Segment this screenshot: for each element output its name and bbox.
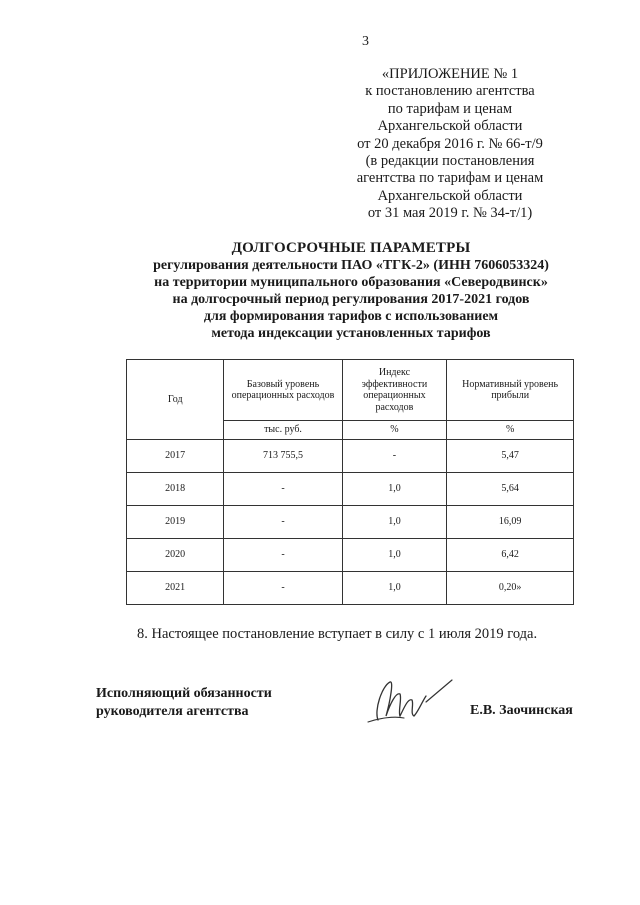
signer-position (96, 685, 272, 721)
cell-base-costs: 713 755,5 (224, 440, 342, 473)
unit-efficiency-index: % (342, 421, 447, 440)
title-line: метода индексации установленных тарифов (211, 326, 491, 341)
handwritten-signature-icon (360, 672, 460, 728)
cell-efficiency-index: 1,0 (342, 473, 447, 506)
unit-profit-level: % (447, 421, 574, 440)
cell-year: 2018 (127, 473, 224, 506)
page-number: 3 (362, 34, 369, 49)
table-row (127, 506, 574, 539)
header-profit-level: Нормативный уровень прибыли (447, 360, 574, 421)
cell-year: 2019 (127, 506, 224, 539)
appendix-line: (в редакции постановления (365, 153, 535, 170)
appendix-block (345, 66, 555, 223)
cell-base-costs: - (224, 506, 342, 539)
title-line: для формирования тарифов с использованием (203, 309, 499, 324)
signer-name: Е.В. Заочинская (470, 703, 573, 718)
effective-date-clause: 8. Настоящее постановление вступает в силу с 1 июля 2019 года. (137, 626, 538, 642)
cell-base-costs: - (224, 572, 342, 605)
cell-base-costs: - (224, 539, 342, 572)
cell-year: 2017 (127, 440, 224, 473)
header-base-costs: Базовый уровень операционных расходов (224, 360, 342, 421)
title-heading: ДОЛГОСРОЧНЫЕ ПАРАМЕТРЫ (231, 240, 471, 256)
header-efficiency-index: Индекс эффективности операционных расходов (342, 360, 447, 421)
parameters-table (126, 359, 574, 605)
cell-base-costs: - (224, 473, 342, 506)
cell-efficiency-index: 1,0 (342, 572, 447, 605)
title-line: регулирования деятельности ПАО «ТГК-2» (ИНН 7606053324) (153, 258, 549, 273)
cell-efficiency-index: - (342, 440, 447, 473)
cell-profit-level: 16,09 (447, 506, 574, 539)
unit-base-costs: тыс. руб. (224, 421, 342, 440)
cell-profit-level: 0,20» (447, 572, 574, 605)
header-year: Год (127, 360, 224, 440)
appendix-line: по тарифам и ценам (387, 100, 513, 117)
cell-profit-level: 6,42 (447, 539, 574, 572)
table-row (127, 572, 574, 605)
cell-year: 2021 (127, 572, 224, 605)
appendix-line: от 20 декабря 2016 г. № 66-т/9 (357, 135, 543, 152)
table-header-row (127, 360, 574, 421)
appendix-line: от 31 мая 2019 г. № 34-т/1) (367, 205, 533, 222)
appendix-line: Архангельской области (377, 118, 523, 135)
cell-year: 2020 (127, 539, 224, 572)
table-row (127, 539, 574, 572)
cell-profit-level: 5,64 (447, 473, 574, 506)
table-row (127, 473, 574, 506)
cell-efficiency-index: 1,0 (342, 506, 447, 539)
appendix-line: «ПРИЛОЖЕНИЕ № 1 (381, 66, 519, 82)
cell-profit-level: 5,47 (447, 440, 574, 473)
title-line: на территории муниципального образования «Северодвинск» (154, 275, 548, 290)
cell-efficiency-index: 1,0 (342, 539, 447, 572)
signer-position-line: руководителя агентства (96, 704, 249, 719)
document-title (96, 240, 606, 342)
title-line: на долгосрочный период регулирования 2017-2021 годов (172, 292, 530, 307)
table-row (127, 440, 574, 473)
appendix-line: агентства по тарифам и ценам (356, 170, 544, 187)
signer-position-line: Исполняющий обязанности (96, 686, 272, 701)
appendix-line: к постановлению агентства (365, 83, 535, 100)
appendix-line: Архангельской области (377, 187, 523, 204)
